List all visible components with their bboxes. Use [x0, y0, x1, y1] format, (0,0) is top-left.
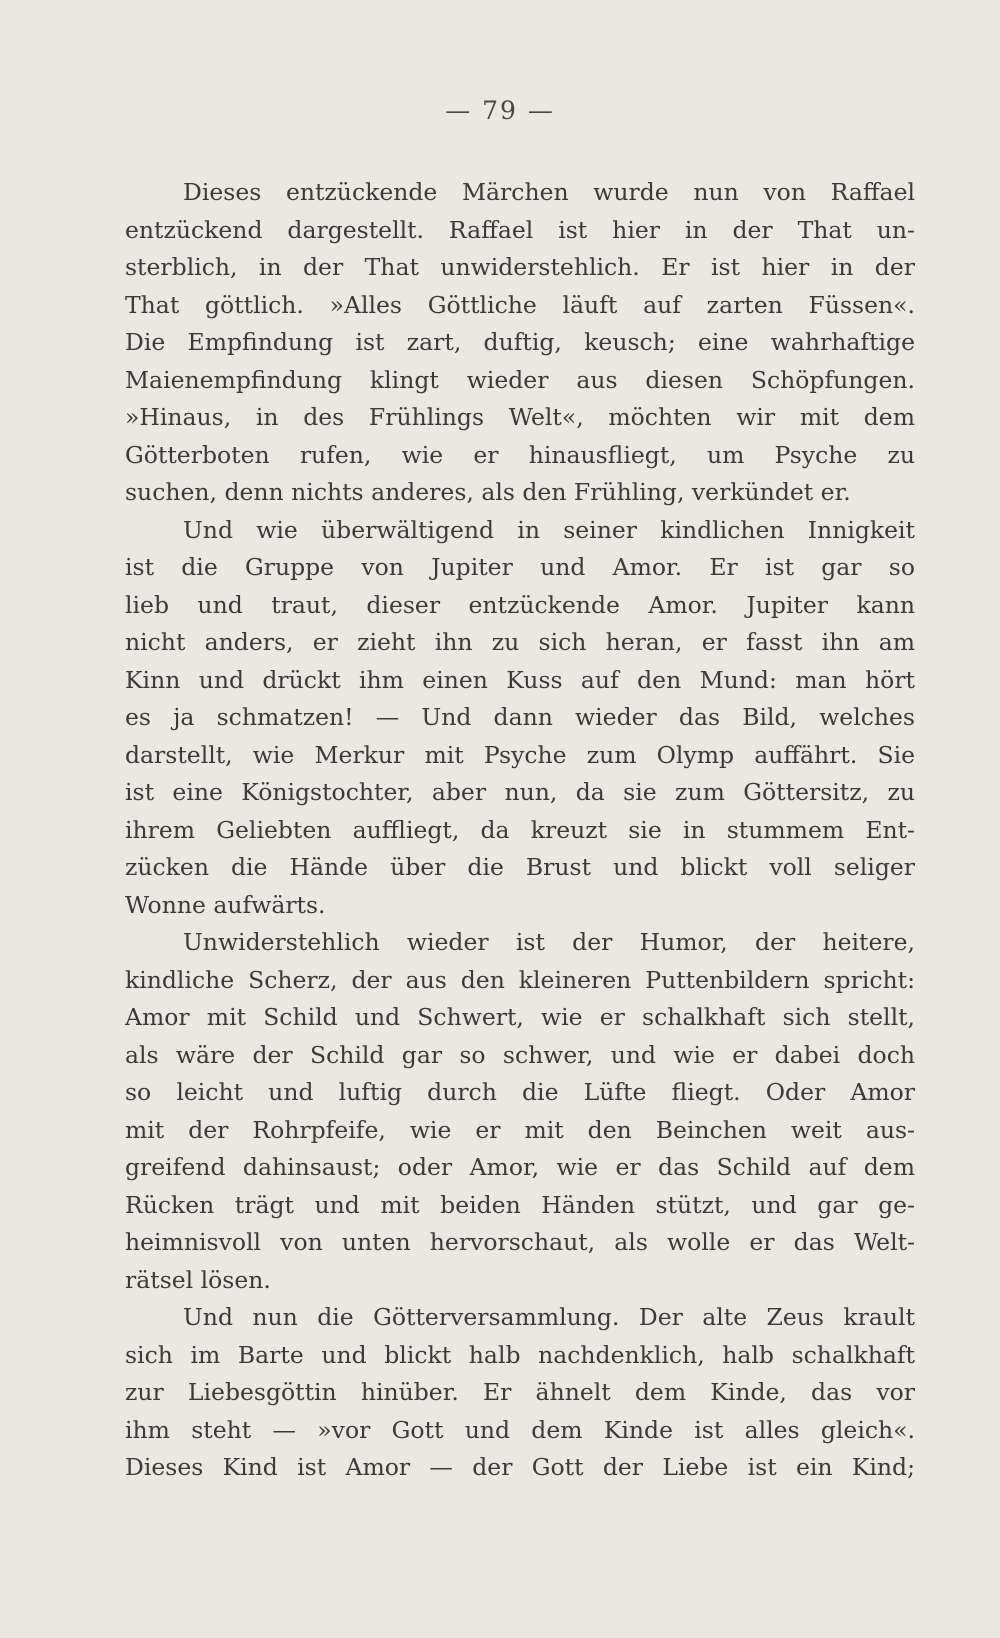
- text-line: Wonne aufwärts.: [125, 890, 326, 919]
- text-line: ihrem Geliebten auffliegt, da kreuzt sie in stummem Ent-: [125, 815, 915, 844]
- text-line: sich im Barte und blickt halb nachdenklich, halb schalkhaft: [125, 1340, 915, 1369]
- text-line: Dieses entzückende Märchen wurde nun von Raffael: [183, 178, 915, 206]
- text-line: ihm steht — »vor Gott und dem Kinde ist alles gleich«.: [125, 1415, 915, 1444]
- text-line: es ja schmatzen! — Und dann wieder das Bild, welches: [125, 703, 915, 731]
- text-line: Götterboten rufen, wie er hinausfliegt, um Psyche zu: [125, 440, 915, 469]
- text-line: kindliche Scherz, der aus den kleineren Puttenbildern spricht:: [125, 965, 915, 994]
- page-number: — 79 —: [445, 96, 555, 125]
- text-line: so leicht und luftig durch die Lüfte fliegt. Oder Amor: [125, 1078, 915, 1106]
- paragraph: [125, 174, 915, 512]
- text-line: greifend dahinsaust; oder Amor, wie er das Schild auf dem: [125, 1153, 915, 1181]
- text-line: Dieses Kind ist Amor — der Gott der Liebe ist ein Kind;: [125, 1453, 915, 1481]
- text-line: Und wie überwältigend in seiner kindlichen Innigkeit: [183, 515, 915, 544]
- text-line: suchen, denn nichts anderes, als den Frühling, verkündet er.: [125, 478, 851, 506]
- text-line: Rücken trägt und mit beiden Händen stützt, und gar ge-: [125, 1190, 915, 1219]
- text-line: nicht anders, er zieht ihn zu sich heran, er fasst ihn am: [125, 628, 915, 656]
- text-line: zur Liebesgöttin hinüber. Er ähnelt dem Kinde, das vor: [125, 1378, 915, 1406]
- paragraph: [125, 924, 915, 1299]
- body-text: [125, 174, 915, 1487]
- text-line: Kinn und drückt ihm einen Kuss auf den Mund: man hört: [125, 665, 915, 694]
- paragraph: [125, 512, 915, 925]
- text-line: Amor mit Schild und Schwert, wie er schalkhaft sich stellt,: [125, 1003, 915, 1031]
- text-line: »Hinaus, in des Frühlings Welt«, möchten wir mit dem: [125, 403, 915, 431]
- text-line: darstellt, wie Merkur mit Psyche zum Olymp auffährt. Sie: [125, 740, 915, 769]
- text-line: Die Empfindung ist zart, duftig, keusch; eine wahrhaftige: [125, 328, 915, 356]
- text-line: Maienempfindung klingt wieder aus diesen Schöpfungen.: [125, 365, 915, 394]
- paragraph: [125, 1299, 915, 1487]
- text-line: ist eine Königstochter, aber nun, da sie zum Göttersitz, zu: [125, 778, 915, 806]
- text-line: sterblich, in der That unwiderstehlich. Er ist hier in der: [125, 253, 915, 281]
- text-line: Und nun die Götterversammlung. Der alte Zeus krault: [183, 1303, 915, 1331]
- text-line: zücken die Hände über die Brust und blickt voll seliger: [125, 853, 915, 881]
- text-line: rätsel lösen.: [125, 1265, 271, 1294]
- text-line: Unwiderstehlich wieder ist der Humor, der heitere,: [183, 928, 915, 956]
- text-line: lieb und traut, dieser entzückende Amor. Jupiter kann: [125, 590, 915, 619]
- text-line: ist die Gruppe von Jupiter und Amor. Er ist gar so: [125, 553, 915, 581]
- text-line: entzückend dargestellt. Raffael ist hier in der That un-: [125, 215, 915, 244]
- text-line: als wäre der Schild gar so schwer, und wie er dabei doch: [125, 1040, 915, 1069]
- text-line: heimnisvoll von unten hervorschaut, als wolle er das Welt-: [125, 1228, 915, 1256]
- text-line: That göttlich. »Alles Göttliche läuft auf zarten Füssen«.: [125, 290, 915, 319]
- text-line: mit der Rohrpfeife, wie er mit den Beinchen weit aus-: [125, 1115, 915, 1144]
